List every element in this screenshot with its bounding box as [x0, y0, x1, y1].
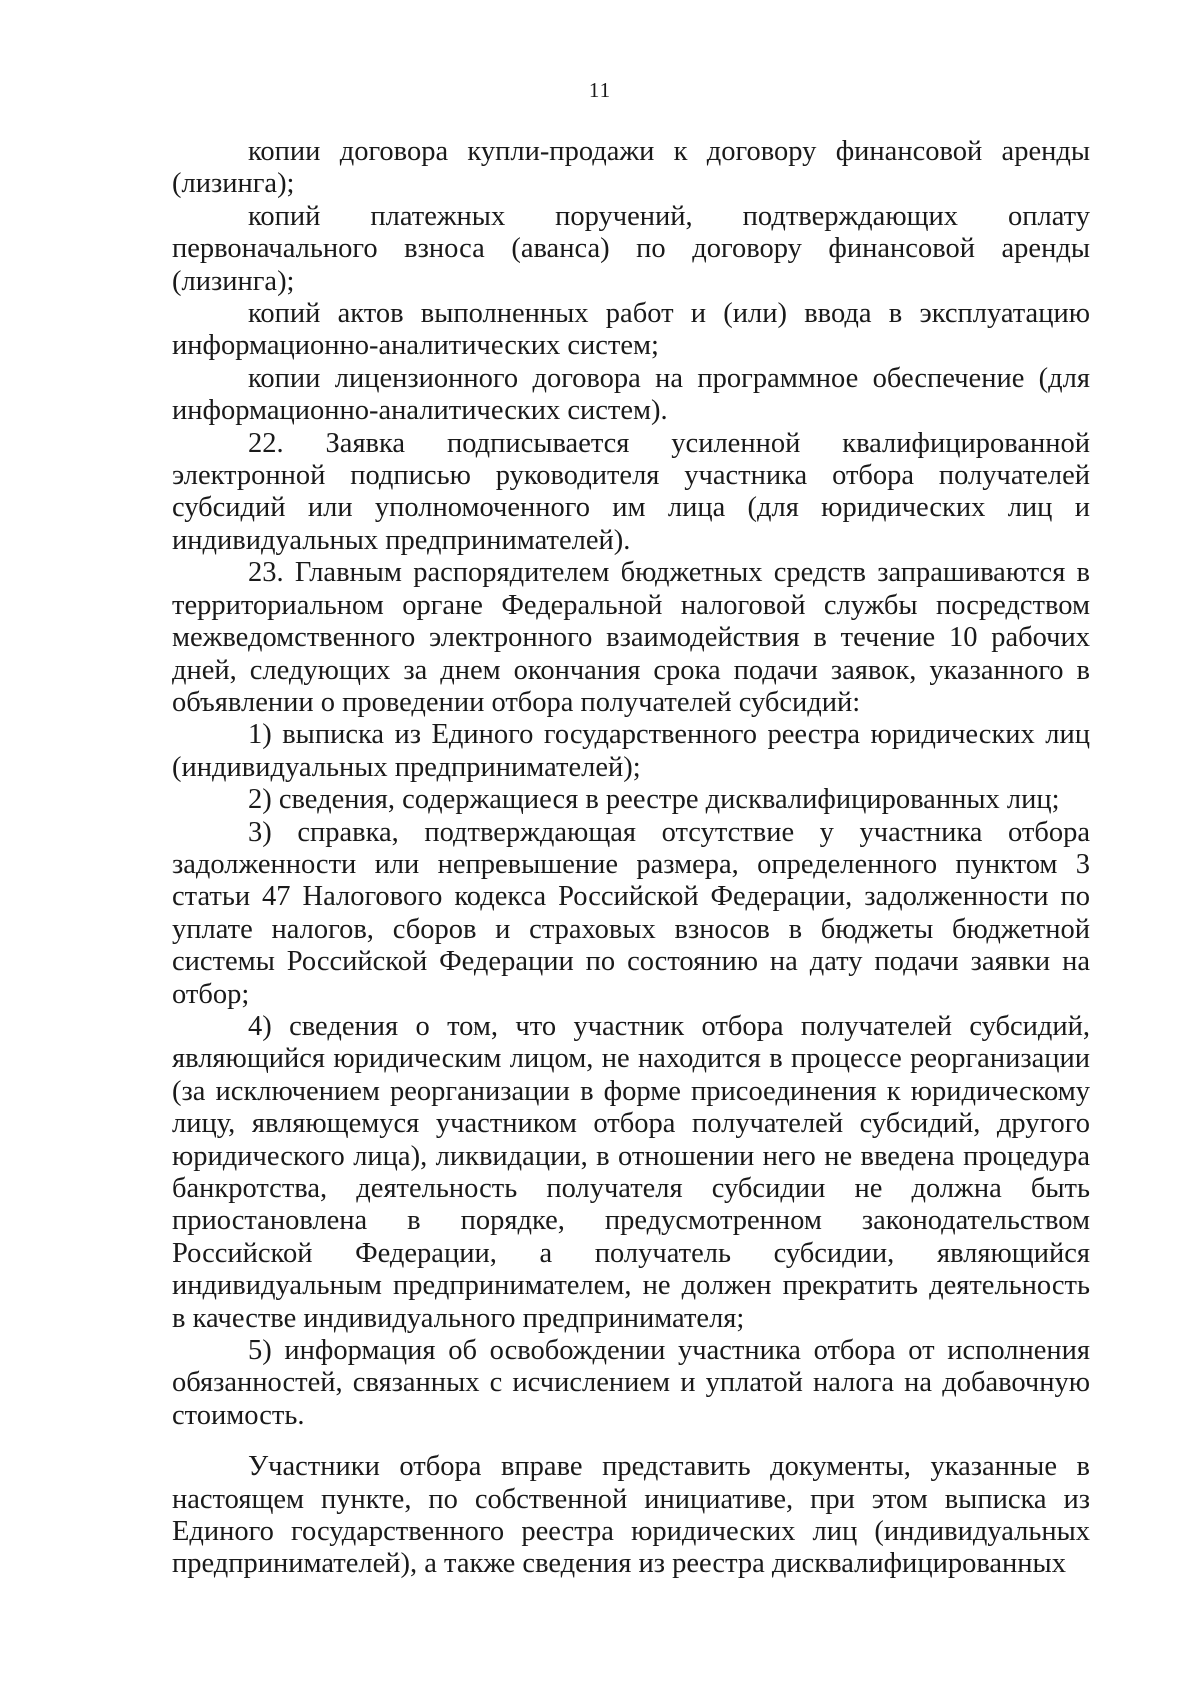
page-number: 11 — [588, 78, 612, 102]
paragraph-license-agreement: копии лицензионного договора на программное обеспечение (для информационно-аналитических систем). — [172, 362, 1090, 427]
paragraph-22-signature: 22. Заявка подписывается усиленной квалифицированной электронной подписью руководителя участника отбора получателей субсидий или уполномоченного им лица (для юридических лиц и индивидуальных предпринимателей). — [172, 427, 1090, 556]
list-item-2-disqualified-registry: 2) сведения, содержащиеся в реестре дисквалифицированных лиц; — [248, 784, 1060, 816]
document-body — [172, 136, 1090, 1581]
list-item-3-tax-certificate: 3) справка, подтверждающая отсутствие у участника отбора задолженности или непревышение размера, определенного пунктом 3 статьи 47 Налогового кодекса Российской Федерации, задолженности по уплате налогов, сборов и страховых взносов в бюджеты бюджетной системы Российской Федерации по состоянию на дату подачи заявки на отбор; — [172, 816, 1090, 1010]
list-item-4-reorganization-info: 4) сведения о том, что участник отбора получателей субсидий, являющийся юридическим лицом, не находится в процессе реорганизации (за исключением реорганизации в форме присоединения к юридическому лицу, являющемуся участником отбора получателей субсидий, другого юридического лица), ликвидации, в отношении него не введена процедура банкротства, деятельность получателя субсидии не должна быть приостановлена в порядке, предусмотренном законодательством Российской Федерации, а получатель субсидии, являющийся индивидуальным предпринимателем, не должен прекратить деятельность в качестве индивидуального предпринимателя; — [172, 1010, 1090, 1334]
paragraph-acts-of-work: копий актов выполненных работ и (или) ввода в эксплуатацию информационно-аналитических систем; — [172, 298, 1090, 362]
paragraph-copy-sale-contract: копии договора купли-продажи к договору финансовой аренды (лизинга); — [172, 136, 1090, 200]
paragraph-23-requests: 23. Главным распорядителем бюджетных средств запрашиваются в территориальном органе Федеральной налоговой службы посредством межведомственного электронного взаимодействия в течение 10 рабочих дней, следующих за днем окончания срока подачи заявок, указанного в объявлении о проведении отбора получателей субсидий: — [172, 557, 1090, 718]
list-item-5-vat-exemption: 5) информация об освобождении участника отбора от исполнения обязанностей, связанных с исчислением и уплатой налога на добавочную стоимость. — [172, 1335, 1090, 1431]
list-item-1-extract: 1) выписка из Единого государственного реестра юридических лиц (индивидуальных предпринимателей); — [172, 719, 1090, 783]
paragraph-payment-orders: копий платежных поручений, подтверждающих оплату первоначального взноса (аванса) по договору финансовой аренды (лизинга); — [172, 200, 1090, 297]
paragraph-participants-own-initiative: Участники отбора вправе представить документы, указанные в настоящем пункте, по собственной инициативе, при этом выписка из Единого государственного реестра юридических лиц (индивидуальных предпринимателей), а также сведения из реестра дисквалифицированных — [172, 1451, 1090, 1580]
